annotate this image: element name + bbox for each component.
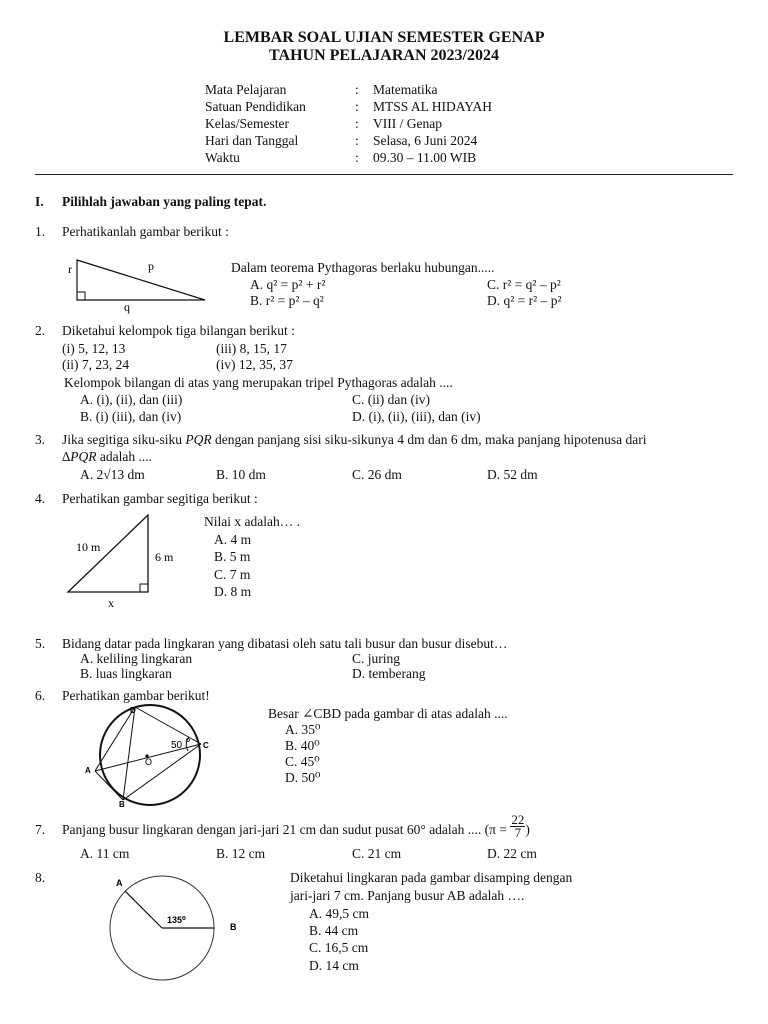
question-text: Jika segitiga siku-siku PQR dengan panjang sisi siku-sikunya 4 dm dan 6 dm, maka panjang hipotenusa dari (62, 432, 647, 447)
option-d[interactable]: D. q² = r² – p² (487, 293, 562, 308)
option-c[interactable]: C. juring (352, 651, 401, 666)
option-d[interactable]: D. 22 cm (487, 846, 537, 861)
question-number: 5. (35, 636, 46, 651)
number-set-iv: (iv) 12, 35, 37 (216, 357, 293, 372)
point-c: C (203, 741, 209, 750)
option-c[interactable]: C. 45⁰ (285, 754, 320, 769)
question-text: Diketahui kelompok tiga bilangan berikut : (62, 323, 295, 338)
angle-label: 50 (171, 740, 183, 751)
option-b[interactable]: B. 5 m (214, 549, 251, 564)
info-separator: : (355, 99, 359, 114)
option-c[interactable]: C. 16,5 cm (309, 940, 369, 955)
section-title: Pilihlah jawaban yang paling tepat. (62, 194, 267, 209)
question-number: 2. (35, 323, 46, 338)
circle-figure (85, 703, 215, 808)
side-label-hyp: 10 m (76, 540, 101, 554)
option-a[interactable]: A. 2√13 dm (80, 467, 145, 482)
side-label-q: q (124, 300, 130, 314)
option-c[interactable]: C. 7 m (214, 567, 251, 582)
pi-fraction: $\frac{22}{7}$ (511, 812, 525, 841)
option-b[interactable]: B. r² = p² – q² (250, 293, 324, 308)
section-number: I. (35, 194, 44, 209)
question-text: Bidang datar pada lingkaran yang dibatasi oleh satu tali busur dan busur disebut… (62, 636, 508, 651)
option-d[interactable]: D. (i), (ii), (iii), dan (iv) (352, 409, 481, 424)
exam-title-line1: LEMBAR SOAL UJIAN SEMESTER GENAP (223, 29, 545, 46)
exam-title-line2: TAHUN PELAJARAN 2023/2024 (269, 47, 499, 64)
question-number: 1. (35, 224, 46, 239)
info-label: Kelas/Semester (205, 116, 289, 131)
point-a: A (116, 878, 123, 888)
info-separator: : (355, 133, 359, 148)
info-value: Selasa, 6 Juni 2024 (373, 133, 478, 148)
option-c[interactable]: C. 21 cm (352, 846, 402, 861)
info-label: Waktu (205, 150, 240, 165)
triangle-figure (62, 512, 192, 612)
question-prompt: Besar ∠CBD pada gambar di atas adalah .... (268, 706, 508, 721)
option-d[interactable]: D. 14 cm (309, 958, 359, 973)
info-value: MTSS AL HIDAYAH (373, 99, 493, 114)
number-set-i: (i) 5, 12, 13 (62, 341, 126, 356)
option-a[interactable]: A. q² = p² + r² (250, 277, 326, 292)
option-b[interactable]: B. 40⁰ (285, 738, 320, 753)
side-label-base: x (108, 596, 114, 610)
option-d[interactable]: D. temberang (352, 666, 426, 681)
angle-label: 135⁰ (167, 915, 186, 925)
option-a[interactable]: A. 35⁰ (285, 722, 321, 737)
option-a[interactable]: A. 11 cm (80, 846, 130, 861)
info-label: Hari dan Tanggal (205, 133, 299, 148)
info-label: Mata Pelajaran (205, 82, 287, 97)
question-number: 8. (35, 870, 46, 885)
center-o: O (145, 757, 153, 767)
point-b: B (119, 800, 125, 809)
option-c[interactable]: C. r² = q² – p² (487, 277, 561, 292)
right-triangle-figure (60, 255, 210, 315)
side-label-r: r (68, 262, 72, 276)
info-separator: : (355, 82, 359, 97)
question-prompt: Kelompok bilangan di atas yang merupakan tripel Pythagoras adalah .... (64, 375, 453, 390)
question-prompt: Diketahui lingkaran pada gambar disamping dengan (290, 870, 573, 885)
question-text-cont: ∆PQR adalah .... (62, 449, 152, 464)
question-text: Perhatikanlah gambar berikut : (62, 224, 229, 239)
option-a[interactable]: A. (i), (ii), dan (iii) (80, 392, 183, 407)
question-text: Perhatikan gambar berikut! (62, 688, 210, 703)
question-number: 6. (35, 688, 46, 703)
option-d[interactable]: D. 8 m (214, 584, 252, 599)
option-a[interactable]: A. keliling lingkaran (80, 651, 193, 666)
question-prompt-cont: jari-jari 7 cm. Panjang busur AB adalah …. (290, 888, 525, 903)
number-set-iii: (iii) 8, 15, 17 (216, 341, 287, 356)
option-b[interactable]: B. 12 cm (216, 846, 266, 861)
option-c[interactable]: C. (ii) dan (iv) (352, 392, 430, 407)
option-b[interactable]: B. luas lingkaran (80, 666, 172, 681)
question-number: 7. (35, 822, 46, 837)
info-value: 09.30 – 11.00 WIB (373, 150, 477, 165)
option-b[interactable]: B. (i) (iii), dan (iv) (80, 409, 182, 424)
side-label-side: 6 m (155, 550, 174, 564)
point-d: D (130, 706, 136, 715)
point-a: A (85, 766, 91, 775)
question-prompt: Dalam teorema Pythagoras berlaku hubungan..... (231, 260, 495, 275)
info-value: Matematika (373, 82, 438, 97)
option-c[interactable]: C. 26 dm (352, 467, 402, 482)
option-b[interactable]: B. 44 cm (309, 923, 359, 938)
point-b: B (230, 922, 237, 932)
sector-figure (105, 875, 245, 980)
side-label-p: p (148, 259, 154, 273)
number-set-ii: (ii) 7, 23, 24 (62, 357, 130, 372)
info-separator: : (355, 116, 359, 131)
question-text: Perhatikan gambar segitiga berikut : (62, 491, 258, 506)
option-a[interactable]: A. 49,5 cm (309, 906, 369, 921)
option-a[interactable]: A. 4 m (214, 532, 252, 547)
header-divider (35, 174, 733, 175)
option-d[interactable]: D. 50⁰ (285, 770, 321, 785)
option-d[interactable]: D. 52 dm (487, 467, 538, 482)
question-number: 4. (35, 491, 46, 506)
info-separator: : (355, 150, 359, 165)
option-b[interactable]: B. 10 dm (216, 467, 266, 482)
question-number: 3. (35, 432, 46, 447)
info-label: Satuan Pendidikan (205, 99, 306, 114)
info-value: VIII / Genap (373, 116, 442, 131)
question-text: Panjang busur lingkaran dengan jari-jari 21 cm dan sudut pusat 60° adalah .... (π = $\frac{22}{7}$ ) (62, 812, 530, 841)
question-prompt: Nilai x adalah… . (204, 514, 300, 529)
